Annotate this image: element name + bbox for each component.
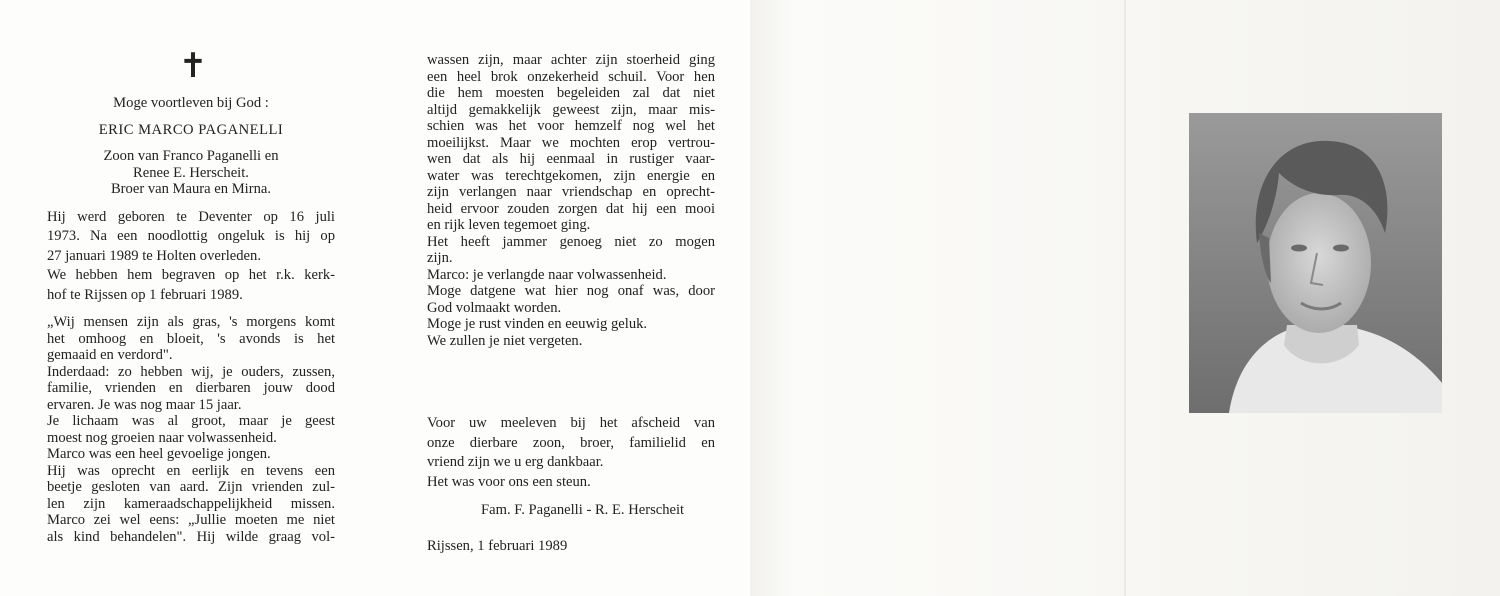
- text-line: vriend zijn we u erg dankbaar.: [427, 454, 604, 470]
- text-line: schien was het voor hemzelf nog wel het: [427, 118, 715, 134]
- text-line: Inderdaad: zo hebben wij, je ouders, zussen,: [47, 363, 335, 380]
- text-line: Hij werd geboren te Deventer op 16 juli: [47, 208, 335, 225]
- text-line: Moge je rust vinden en eeuwig geluk.: [427, 316, 648, 332]
- text-line: moeilijkst. Maar we mochten erop vertrou-: [427, 134, 715, 151]
- text-line: Voor uw meeleven bij het afscheid van: [427, 415, 715, 431]
- text-line: beetje gesloten van aard. Zijn vrienden zul-: [47, 479, 335, 495]
- text-line: zijn.: [427, 250, 453, 266]
- text-line: het omhoog en bloeit, 's avonds is het: [47, 330, 335, 347]
- text-line: Marco zei wel eens: „Jullie moeten me niet: [47, 512, 335, 528]
- text-line: Marco: je verlangde naar volwassenheid.: [427, 266, 667, 283]
- text-line: een heel brok onzekerheid schuil. Voor hen: [427, 68, 715, 85]
- text-line: 27 januari 1989 te Holten overleden.: [47, 247, 261, 264]
- thanks-paragraph: [427, 414, 715, 492]
- text-line: We hebben hem begraven op het r.k. kerk-: [47, 267, 335, 283]
- parents-line: Zoon van Franco Paganelli en: [103, 148, 279, 164]
- place-date: Rijssen, 1 februari 1989: [427, 537, 568, 554]
- text-line: familie, vrienden en dierbaren jouw dood: [47, 380, 335, 396]
- text-line: God volmaakt worden.: [427, 299, 562, 316]
- family-signature: Fam. F. Paganelli - R. E. Herscheit: [481, 502, 685, 518]
- text-line: water was terechtgekomen, zijn energie en: [427, 167, 715, 184]
- text-line: wassen zijn, maar achter zijn stoerheid ging: [427, 52, 715, 68]
- text-line: heid ervoor zouden zorgen dat hij een mooi: [427, 200, 715, 217]
- text-line: wen dat als hij eenmaal in rustiger vaar-: [427, 151, 715, 167]
- text-line: „Wij mensen zijn als gras, 's morgens komt: [47, 314, 335, 330]
- text-line: Hij was oprecht en eerlijk en tevens een: [47, 462, 335, 479]
- portrait-image: [1189, 113, 1442, 413]
- text-line: Het heeft jammer genoeg niet zo mogen: [427, 233, 715, 250]
- text-line: Marco was een heel gevoelige jongen.: [47, 446, 271, 462]
- deceased-name: ERIC MARCO PAGANELLI: [98, 121, 284, 138]
- left-column: [47, 50, 335, 545]
- text-line: Je lichaam was al groot, maar je geest: [47, 413, 335, 429]
- text-line: moest nog groeien naar volwassenheid.: [47, 429, 277, 446]
- poem-paragraph: [47, 314, 335, 545]
- text-line: als kind behandelen". Hij wilde graag vol-: [47, 528, 335, 545]
- text-line: We zullen je niet vergeten.: [427, 332, 583, 349]
- continued-paragraph: [427, 52, 715, 349]
- intro-line: Moge voortleven bij God :: [113, 95, 269, 111]
- text-line: Moge datgene wat hier nog onaf was, door: [427, 283, 715, 299]
- card-fold: [1124, 0, 1126, 596]
- text-line: die hem moesten begeleiden zal dat niet: [427, 85, 715, 101]
- text-line: en rijk leven tegemoet ging.: [427, 217, 591, 233]
- birth-paragraph: [47, 208, 335, 306]
- siblings-line: Broer van Maura en Mirna.: [110, 181, 272, 197]
- text-line: ervaren. Je was nog maar 15 jaar.: [47, 396, 242, 413]
- text-line: Het was voor ons een steun.: [427, 473, 591, 490]
- text-line: hof te Rijssen op 1 februari 1989.: [47, 286, 243, 303]
- text-line: len zijn kameraadschappelijkheid missen.: [47, 495, 335, 512]
- text-line: 1973. Na een noodlottig ongeluk is hij op: [47, 228, 335, 244]
- cross-icon: ✝: [178, 48, 208, 85]
- portrait-photo: [1189, 113, 1442, 413]
- parents-line: Renee E. Herscheit.: [133, 164, 249, 181]
- text-line: gemaaid en verdord".: [47, 347, 173, 363]
- right-column: [427, 52, 715, 554]
- text-line: onze dierbare zoon, broer, familielid en: [427, 434, 715, 451]
- text-line: altijd gemakkelijk geweest zijn, maar mis-: [427, 101, 715, 118]
- text-line: zijn verlangen naar vriendschap en oprecht-: [427, 184, 715, 200]
